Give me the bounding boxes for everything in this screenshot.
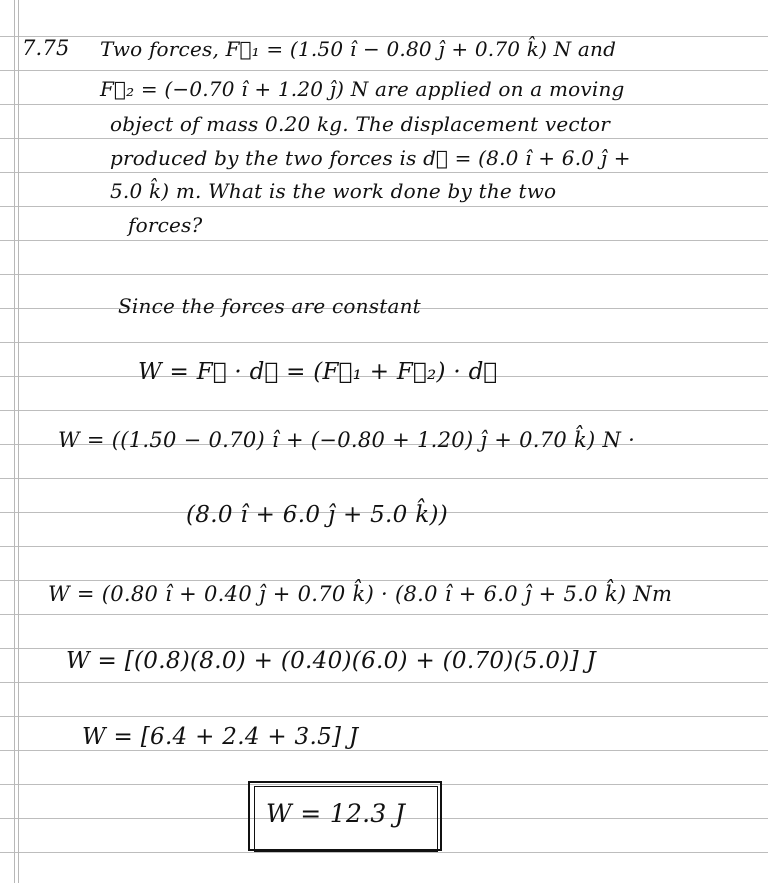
problem-number: 7.75 <box>22 36 70 60</box>
problem-line-6: forces? <box>128 213 203 237</box>
problem-line-4: produced by the two forces is d⃗ = (8.0 î + 6.0 ĵ + <box>110 146 631 170</box>
solution-step-5: W = [(0.8)(8.0) + (0.40)(6.0) + (0.70)(5.0)] J <box>66 648 597 674</box>
problem-line-3: object of mass 0.20 kg. The displacement vector <box>110 112 611 136</box>
solution-step-1: W = F⃗ · d⃗ = (F⃗₁ + F⃗₂) · d⃗ <box>138 359 498 385</box>
solution-note: Since the forces are constant <box>118 294 421 318</box>
margin-line <box>14 0 15 883</box>
problem-line-5: 5.0 k̂) m. What is the work done by the two <box>110 179 557 203</box>
solution-step-3: (8.0 î + 6.0 ĵ + 5.0 k̂)) <box>186 502 448 528</box>
solution-step-2: W = ((1.50 − 0.70) î + (−0.80 + 1.20) ĵ + 0.70 k̂) N · <box>58 428 636 452</box>
margin-line <box>18 0 19 883</box>
solution-step-6: W = [6.4 + 2.4 + 3.5] J <box>82 724 359 750</box>
problem-line-2: F⃗₂ = (−0.70 î + 1.20 ĵ) N are applied on a moving <box>100 77 625 101</box>
final-answer: W = 12.3 J <box>266 799 406 828</box>
problem-line-1: Two forces, F⃗₁ = (1.50 î − 0.80 ĵ + 0.70 k̂) N and <box>100 37 617 61</box>
solution-step-4: W = (0.80 î + 0.40 ĵ + 0.70 k̂) · (8.0 î + 6.0 ĵ + 5.0 k̂) Nm <box>48 582 673 606</box>
